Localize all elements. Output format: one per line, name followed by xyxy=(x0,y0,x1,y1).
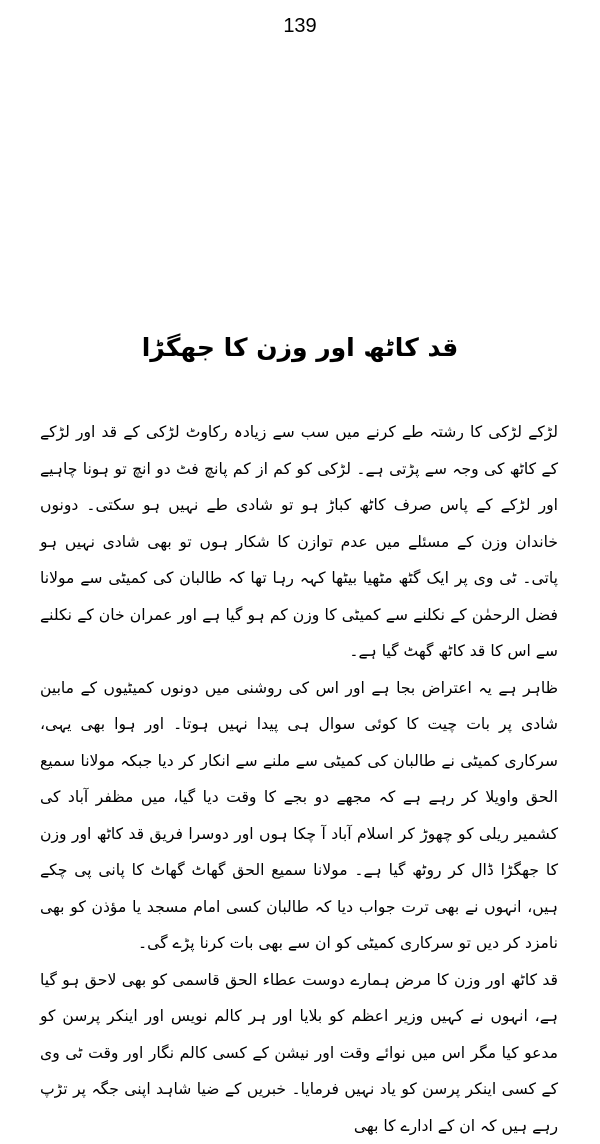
page-number: 139 xyxy=(0,14,600,38)
body-text xyxy=(40,414,558,1144)
chapter-title: قد کاٹھ اور وزن کا جھگڑا xyxy=(0,328,600,368)
paragraph: قد کاٹھ اور وزن کا مرض ہمارے دوست عطاء الحق قاسمی کو بھی لاحق ہو گیا ہے، انہوں نے کہیں وزیر اعظم کو بلایا اور ہر کالم نویس اور اینکر پرسن کو مدعو کیا مگر اس میں نوائے وقت اور نیشن کے کسی کالم نگار اور وقت ٹی وی کے کسی اینکر پرسن کو یاد نہیں فرمایا۔ خبریں کے ضیا شاہد اپنی جگہ پر تڑپ رہے ہیں کہ ان کے ادارے کا بھی xyxy=(40,962,558,1144)
paragraph: ظاہر ہے یہ اعتراض بجا ہے اور اس کی روشنی میں دونوں کمیٹیوں کے مابین شادی پر بات چیت کا کوئی سوال ہی پیدا نہیں ہوتا۔ اور ہوا بھی یہی، سرکاری کمیٹی نے طالبان کی کمیٹی سے ملنے سے انکار کر دیا جبکہ مولانا سمیع الحق واویلا کر رہے ہے کہ مجھے دو بجے کا وقت دیا گیا، میں مظفر آباد کی کشمیر ریلی کو چھوڑ کر اسلام آباد آ چکا ہوں اور دوسرا فریق قد کاٹھ اور وزن کا جھگڑا ڈال کر روٹھ گیا ہے۔ مولانا سمیع الحق گھاٹ گھاٹ کا پانی پی چکے ہیں، انہوں نے بھی ترت جواب دیا کہ طالبان کسی امام مسجد یا مؤذن کو بھی نامزد کر دیں تو سرکاری کمیٹی کو ان سے بھی بات کرنا پڑے گی۔ xyxy=(40,670,558,962)
paragraph: لڑکے لڑکی کا رشتہ طے کرنے میں سب سے زیادہ رکاوٹ لڑکی کے قد اور لڑکے کے کاٹھ کی وجہ سے پڑتی ہے۔ لڑکی کو کم از کم پانچ فٹ دو انچ تو ہونا چاہیے اور لڑکے کے پاس صرف کاٹھ کباڑ ہو تو شادی طے نہیں ہو سکتی۔ دونوں خاندان وزن کے مسئلے میں عدم توازن کا شکار ہوں تو بھی شادی نہیں ہو پاتی۔ ٹی وی پر ایک گٹھ مٹھیا بیٹھا کہہ رہا تھا کہ طالبان کی کمیٹی سے مولانا فضل الرحمٰن کے نکلنے سے کمیٹی کا وزن کم ہو گیا ہے اور عمران خان کے نکلنے سے اس کا قد کاٹھ گھٹ گیا ہے۔ xyxy=(40,414,558,670)
